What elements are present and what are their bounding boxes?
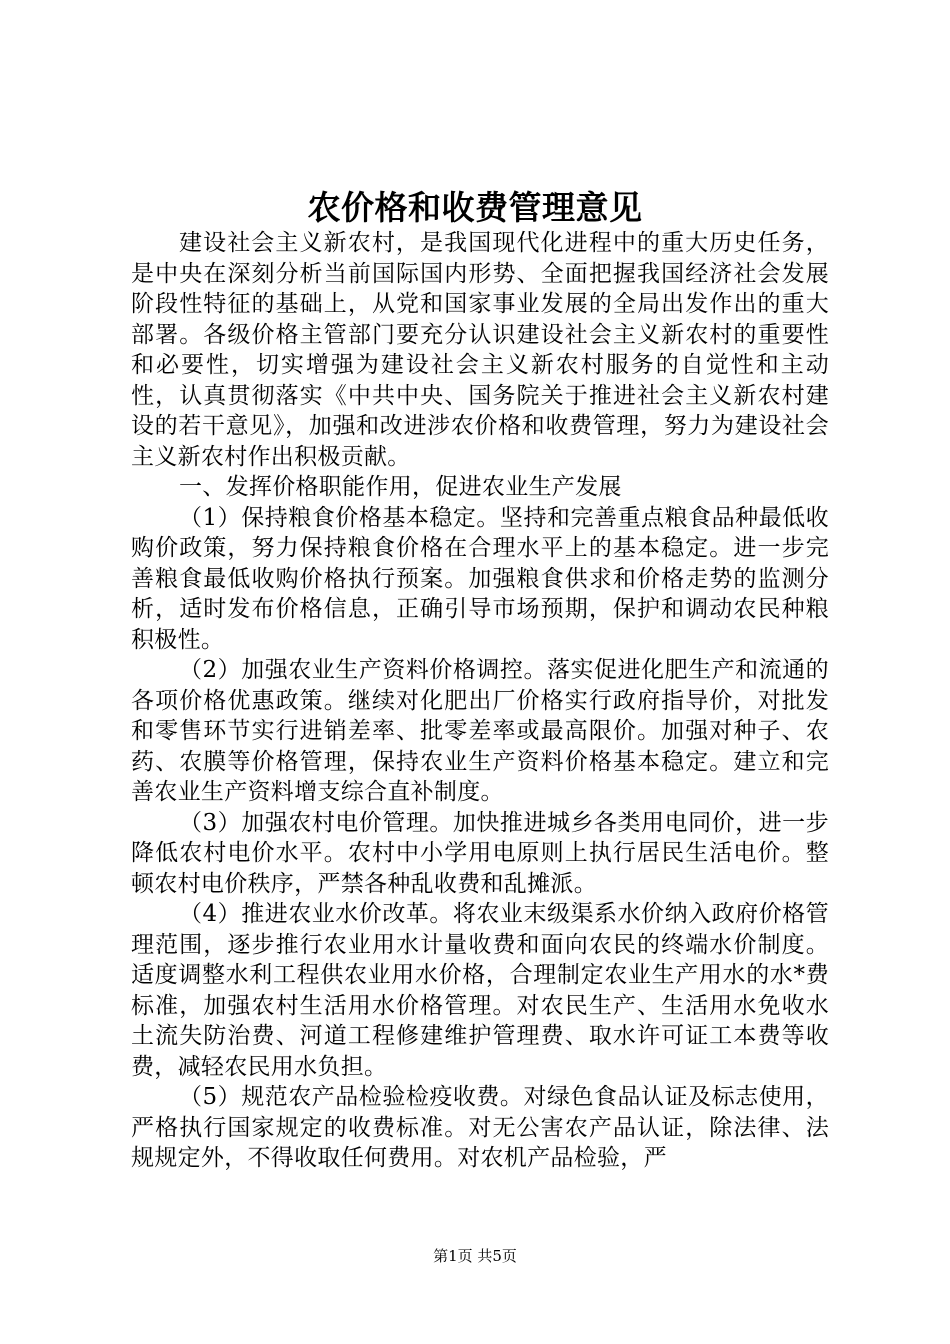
- document-body: [131, 228, 829, 1174]
- section-heading: 一、发挥价格职能作用，促进农业生产发展: [179, 474, 622, 500]
- item-paragraph-1: （1）保持粮食价格基本稳定。坚持和完善重点粮食品种最低收购价政策，努力保持粮食价格在合理水平上的基本稳定。进一步完善粮食最低收购价格执行预案。加强粮食供求和价格走势的监测分析，适时发布价格信息，正确引导市场预期，保护和调动农民种粮积极性。: [131, 504, 829, 653]
- item-paragraph-2: （2）加强农业生产资料价格调控。落实促进化肥生产和流通的各项价格优惠政策。继续对化肥出厂价格实行政府指导价，对批发和零售环节实行进销差率、批零差率或最高限价。加强对种子、农药、农膜等价格管理，保持农业生产资料价格基本稳定。建立和完善农业生产资料增支综合直补制度。: [131, 657, 829, 805]
- item-paragraph-5: （5）规范农产品检验检疫收费。对绿色食品认证及标志使用，严格执行国家规定的收费标准。对无公害农产品认证，除法律、法规规定外，不得收取任何费用。对农机产品检验，严: [131, 1084, 829, 1171]
- item-paragraph-4: （4）推进农业水价改革。将农业末级渠系水价纳入政府价格管理范围，逐步推行农业用水计量收费和面向农民的终端水价制度。适度调整水利工程供农业用水价格，合理制定农业生产用水的水*费标准，加强农村生活用水价格管理。对农民生产、生活用水免收水土流失防治费、河道工程修建维护管理费、取水许可证工本费等收费，减轻农民用水负担。: [131, 901, 829, 1080]
- page-number-footer: 第1页 共5页: [433, 1247, 517, 1265]
- intro-paragraph: 建设社会主义新农村，是我国现代化进程中的重大历史任务，是中央在深刻分析当前国际国内形势、全面把握我国经济社会发展阶段性特征的基础上，从党和国家事业发展的全局出发作出的重大部署。各级价格主管部门要充分认识建设社会主义新农村的重要性和必要性，切实增强为建设社会主义新农村服务的自觉性和主动性，认真贯彻落实《中共中央、国务院关于推进社会主义新农村建设的若干意见》，加强和改进涉农价格和收费管理，努力为建设社会主义新农村作出积极贡献。: [131, 230, 829, 470]
- item-paragraph-3: （3）加强农村电价管理。加快推进城乡各类用电同价，进一步降低农村电价水平。农村中小学用电原则上执行居民生活电价。整顿农村电价秩序，严禁各种乱收费和乱摊派。: [131, 809, 829, 897]
- document-title: 农价格和收费管理意见: [307, 188, 643, 227]
